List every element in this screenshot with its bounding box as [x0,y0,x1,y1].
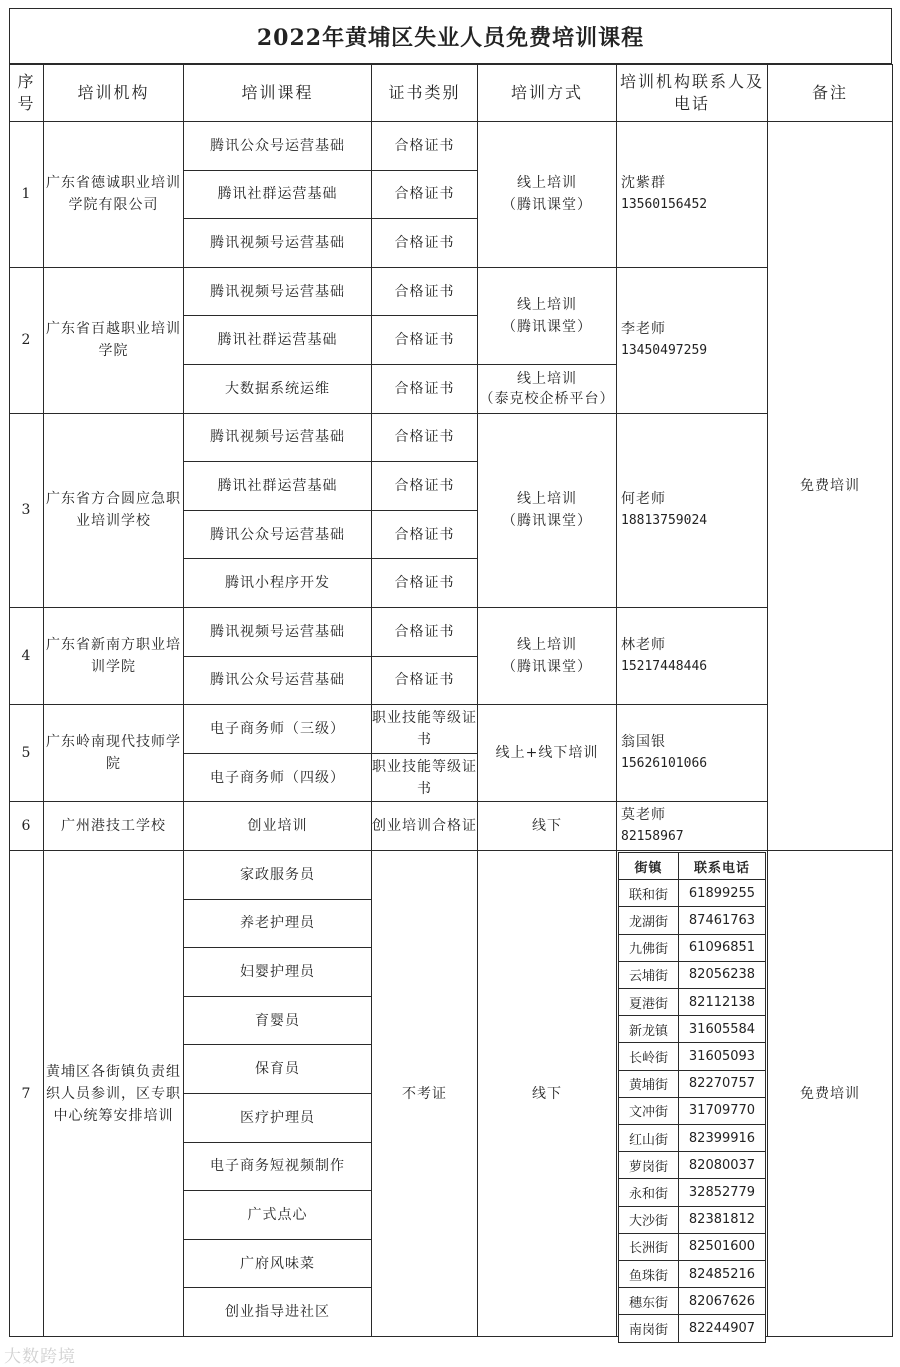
mode-cell [477,364,617,414]
contact-name: 何老师 [621,491,666,508]
contact-phone: 13450497259 [621,343,708,359]
course-cell [183,1093,372,1143]
cert-cell [371,461,478,511]
seq-number: 6 [21,818,32,835]
cert-type: 合格证书 [394,575,455,592]
cert-cell [371,218,478,268]
cert-type: 合格证书 [394,234,455,251]
course-name: 腾讯视频号运营基础 [210,283,345,300]
contact-cell [616,267,768,414]
town-phone: 82381812 [678,1206,766,1234]
town-name: 永和街 [618,1178,679,1206]
mode-line: 线下 [532,1085,562,1102]
page-title: 2022年黄埔区失业人员免费培训课程 [9,8,892,64]
header-seq: 序号 [9,64,44,122]
org-cell [43,121,184,268]
cert-cell [371,510,478,560]
org-cell [43,704,184,802]
course-cell [183,801,372,851]
town-phone: 82501600 [678,1233,766,1261]
course-cell [183,267,372,317]
mode-cell [477,801,617,851]
cert-type: 职业技能等级证书 [372,758,477,797]
org-name: 黄埔区各街镇负责组织人员参训，区专职中心统筹安排培训 [46,1063,181,1124]
cert-cell [371,121,478,171]
course-name: 腾讯社群运营基础 [217,332,338,349]
course-name: 医疗护理员 [240,1109,315,1126]
contact-phone: 82158967 [621,829,684,845]
town-phone: 82485216 [678,1260,766,1288]
course-name: 电子商务短视频制作 [210,1158,345,1175]
contact-phone: 15626101066 [621,756,708,772]
town-phone: 61899255 [678,879,766,907]
cert-type: 合格证书 [394,283,455,300]
seq-number: 4 [21,648,32,665]
town-name: 九佛街 [618,934,679,962]
course-name: 腾讯视频号运营基础 [210,234,345,251]
seq-cell [9,704,44,802]
course-name: 育婴员 [255,1012,300,1029]
town-name: 云埔街 [618,961,679,989]
seq-cell [9,413,44,608]
town-phone: 31709770 [678,1097,766,1125]
mode-line: （腾讯课堂） [502,197,592,214]
seq-number: 3 [21,502,32,519]
contact-phone: 15217448446 [621,659,708,675]
note-cell [767,121,893,851]
town-phone: 82067626 [678,1287,766,1315]
town-phone: 32852779 [678,1178,766,1206]
header-note: 备注 [767,64,893,122]
town-name: 长洲街 [618,1233,679,1261]
note-cell [767,850,893,1337]
watermark: 大数跨境 [4,1347,76,1367]
header-mode: 培训方式 [477,64,617,122]
cert-type: 合格证书 [394,526,455,543]
course-name: 电子商务师（三级） [210,720,345,737]
town-name: 黄埔街 [618,1070,679,1098]
mode-line: 线上+线下培训 [495,745,599,762]
contact-phone: 13560156452 [621,197,708,213]
mode-line: 线上培训 [517,637,577,654]
course-cell [183,461,372,511]
contact-cell [616,607,768,705]
course-name: 广式点心 [247,1206,308,1223]
seq-number: 2 [21,332,32,349]
cert-type: 创业培训合格证 [372,818,477,835]
cert-cell [371,753,478,803]
note-text: 免费培训 [800,1085,860,1102]
town-name: 鱼珠街 [618,1260,679,1288]
course-name: 妇婴护理员 [240,963,315,980]
course-cell [183,413,372,463]
org-cell [43,850,184,1337]
header-course: 培训课程 [183,64,372,122]
course-cell [183,558,372,608]
cert-cell [371,170,478,220]
cert-cell [371,656,478,706]
course-cell [183,315,372,365]
town-phone: 82080037 [678,1151,766,1179]
course-name: 腾讯公众号运营基础 [210,526,345,543]
town-phone: 82244907 [678,1314,766,1342]
cert-type: 合格证书 [394,429,455,446]
town-phone: 31605584 [678,1015,766,1043]
course-cell [183,899,372,949]
town-phone: 82056238 [678,961,766,989]
org-cell [43,607,184,705]
course-cell [183,170,372,220]
cert-cell [371,607,478,657]
seq-number: 7 [21,1085,32,1102]
course-name: 腾讯社群运营基础 [217,186,338,203]
seq-number: 5 [21,745,32,762]
course-cell [183,850,372,900]
contact-cell [616,121,768,268]
town-name: 大沙街 [618,1206,679,1234]
cert-type: 合格证书 [394,380,455,397]
town-name: 长岭街 [618,1042,679,1070]
cert-type: 不考证 [402,1085,447,1102]
course-name: 创业培训 [247,818,308,835]
mode-line: （腾讯课堂） [502,659,592,676]
org-name: 广东省百越职业培训学院 [46,321,181,360]
mode-cell [477,267,617,365]
contact-cell [616,413,768,608]
cert-type: 合格证书 [394,477,455,494]
cert-cell [371,364,478,414]
town-phone: 82399916 [678,1124,766,1152]
town-name: 文冲街 [618,1097,679,1125]
cert-type: 合格证书 [394,186,455,203]
course-cell [183,364,372,414]
mode-line: 线上培训 [517,296,577,313]
cert-cell [371,267,478,317]
course-cell [183,121,372,171]
course-cell [183,510,372,560]
org-name: 广东省德诚职业培训学院有限公司 [46,175,181,214]
course-name: 腾讯小程序开发 [225,575,330,592]
course-cell [183,1287,372,1337]
seq-cell [9,267,44,414]
seq-cell [9,801,44,851]
mode-line: （腾讯课堂） [502,318,592,335]
cert-cell [371,850,478,1337]
course-cell [183,1142,372,1192]
cert-cell [371,801,478,851]
course-cell [183,656,372,706]
seq-number: 1 [21,186,32,203]
cert-cell [371,704,478,754]
contact-name: 莫老师 [621,807,666,824]
mode-cell [477,413,617,608]
course-cell [183,704,372,754]
header-contact: 培训机构联系人及电话 [616,64,768,122]
seq-cell [9,121,44,268]
cert-type: 合格证书 [394,137,455,154]
contact-name: 沈紫群 [621,175,666,192]
town-name: 夏港街 [618,988,679,1016]
course-name: 创业指导进社区 [225,1304,330,1321]
course-name: 大数据系统运维 [225,380,330,397]
town-name: 红山街 [618,1124,679,1152]
course-name: 腾讯社群运营基础 [217,477,338,494]
cert-cell [371,558,478,608]
mode-line: 线上培训 [517,370,577,387]
mode-cell [477,607,617,705]
town-name: 龙湖街 [618,906,679,934]
course-cell [183,947,372,997]
course-name: 广府风味菜 [240,1255,315,1272]
org-cell [43,413,184,608]
cert-cell [371,315,478,365]
mode-cell [477,121,617,268]
town-phone: 82112138 [678,988,766,1016]
course-name: 保育员 [255,1061,300,1078]
course-cell [183,1239,372,1289]
mode-line: 线上培训 [517,491,577,508]
course-cell [183,1190,372,1240]
cert-type: 职业技能等级证书 [372,709,477,748]
org-name: 广东岭南现代技师学院 [46,734,181,773]
org-name: 广东省新南方职业培训学院 [46,637,181,676]
seq-cell [9,607,44,705]
cert-type: 合格证书 [394,623,455,640]
mode-line: （腾讯课堂） [502,513,592,530]
course-cell [183,218,372,268]
course-cell [183,753,372,803]
mode-line: （泰克校企桥平台） [479,390,615,407]
seq-cell [9,850,44,1337]
town-name: 联和街 [618,879,679,907]
town-name: 萝岗街 [618,1151,679,1179]
town-phone: 87461763 [678,906,766,934]
org-name: 广东省方合圆应急职业培训学校 [46,491,181,530]
town-name: 南岗街 [618,1314,679,1342]
mode-cell [477,850,617,1337]
org-cell [43,801,184,851]
course-name: 腾讯公众号运营基础 [210,137,345,154]
course-cell [183,996,372,1046]
org-cell [43,267,184,414]
contact-name: 李老师 [621,321,666,338]
course-name: 腾讯公众号运营基础 [210,672,345,689]
contact-name: 翁国银 [621,734,666,751]
cert-type: 合格证书 [394,332,455,349]
town-name: 穗东街 [618,1287,679,1315]
course-name: 家政服务员 [240,866,315,883]
mode-line: 线上培训 [517,175,577,192]
contact-cell [616,801,768,851]
contact-subheader-town: 街镇 [618,852,679,880]
mode-line: 线下 [532,818,562,835]
contact-name: 林老师 [621,637,666,654]
header-cert: 证书类别 [371,64,478,122]
course-name: 电子商务师（四级） [210,769,345,786]
course-name: 腾讯视频号运营基础 [210,623,345,640]
course-name: 腾讯视频号运营基础 [210,429,345,446]
org-name: 广州港技工学校 [61,818,166,835]
town-name: 新龙镇 [618,1015,679,1043]
cert-cell [371,413,478,463]
mode-cell [477,704,617,802]
town-phone: 61096851 [678,934,766,962]
note-text: 免费培训 [800,478,860,494]
course-cell [183,1044,372,1094]
town-phone: 82270757 [678,1070,766,1098]
course-name: 养老护理员 [240,915,315,932]
course-cell [183,607,372,657]
contact-cell [616,704,768,802]
header-org: 培训机构 [43,64,184,122]
town-phone: 31605093 [678,1042,766,1070]
cert-type: 合格证书 [394,672,455,689]
contact-phone: 18813759024 [621,513,708,529]
contact-subheader-phone: 联系电话 [678,852,766,880]
